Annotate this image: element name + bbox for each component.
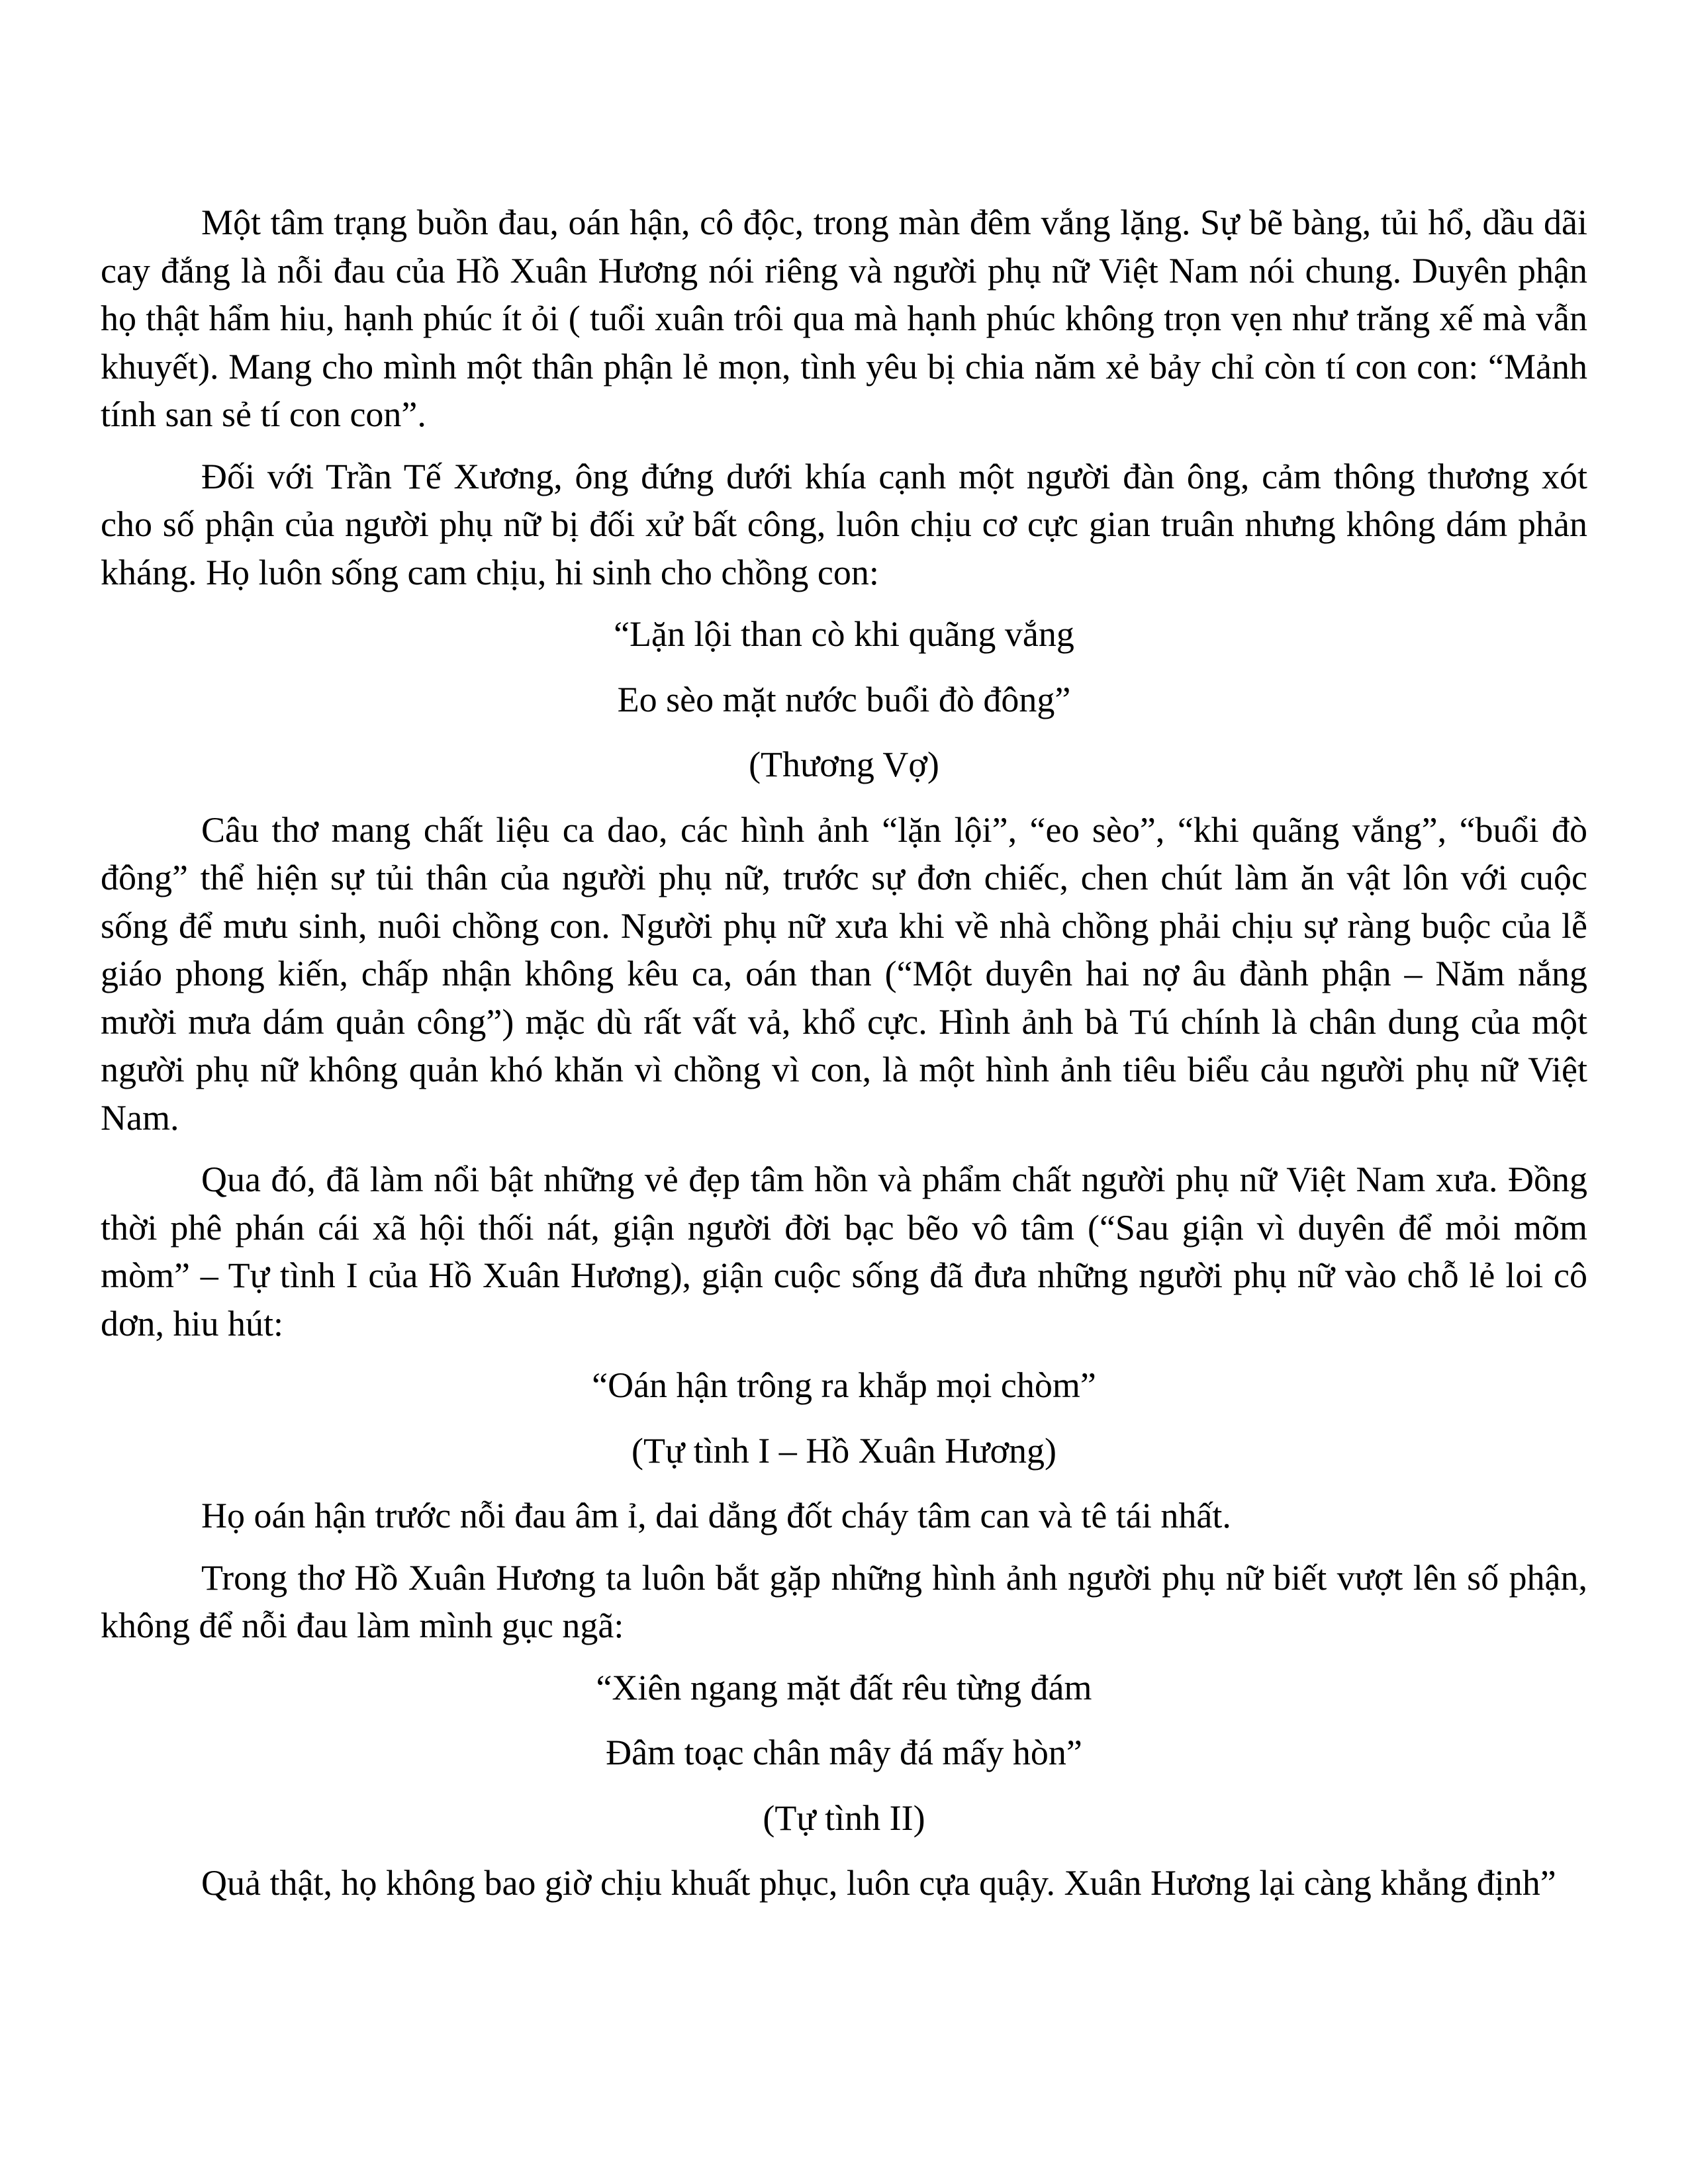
document-body [101, 199, 1587, 1921]
verse-line: “Xiên ngang mặt đất rêu từng đám [596, 1667, 1092, 1707]
verse-citation: (Tự tình I – Hồ Xuân Hương) [632, 1430, 1056, 1471]
paragraph: Đối với Trần Tế Xương, ông đứng dưới khía cạnh một người đàn ông, cảm thông thương xót cho số phận của người phụ nữ bị đối xử bất công, luôn chịu cơ cực gian truân nhưng không dám phản kháng. Họ luôn sống cam chịu, hi sinh cho chồng con: [101, 456, 1587, 592]
paragraph: Qua đó, đã làm nổi bật những vẻ đẹp tâm hồn và phẩm chất người phụ nữ Việt Nam xưa. Đồng thời phê phán cái xã hội thối nát, giận người đời bạc bẽo vô tâm (“Sau giận vì duyên để mỏi mõm mòm” – Tự tình I của Hồ Xuân Hương), giận cuộc sống đã đưa những người phụ nữ vào chỗ lẻ loi cô dơn, hiu hút: [101, 1160, 1587, 1343]
verse-line: Đâm toạc chân mây đá mấy hòn” [606, 1733, 1082, 1772]
paragraph: Câu thơ mang chất liệu ca dao, các hình ảnh “lặn lội”, “eo sèo”, “khi quãng vắng”, “buổi đò đông” thể hiện sự tủi thân của người phụ nữ, trước sự đơn chiếc, chen chút làm ăn vật lôn với cuộc sống để mưu sinh, nuôi chồng con. Người phụ nữ xưa khi về nhà chồng phải chịu sự ràng buộc của lễ giáo phong kiến, chấp nhận không kêu ca, oán than (“Một duyên hai nợ âu đành phận – Năm nắng mười mưa dám quản công”) mặc dù rất vất vả, khổ cực. Hình ảnh bà Tú chính là chân dung của một người phụ nữ không quản khó khăn vì chồng vì con, là một hình ảnh tiêu biểu cảu người phụ nữ Việt Nam. [101, 809, 1587, 1138]
paragraph: Một tâm trạng buồn đau, oán hận, cô độc, trong màn đêm vắng lặng. Sự bẽ bàng, tủi hổ, dầu dãi cay đắng là nỗi đau của Hồ Xuân Hương nói riêng và người phụ nữ Việt Nam nói chung. Duyên phận họ thật hẩm hiu, hạnh phúc ít ỏi ( tuổi xuân trôi qua mà hạnh phúc không trọn vẹn như trăng xế mà vẫn khuyết). Mang cho mình một thân phận lẻ mọn, tình yêu bị chia năm xẻ bảy chỉ còn tí con con: “Mảnh tính san sẻ tí con con”. [101, 203, 1587, 434]
paragraph: Quả thật, họ không bao giờ chịu khuất phục, luôn cựa quậy. Xuân Hương lại càng khẳng định” [201, 1863, 1556, 1903]
verse-citation: (Thương Vợ) [749, 745, 939, 784]
paragraph: Trong thơ Hồ Xuân Hương ta luôn bắt gặp những hình ảnh người phụ nữ biết vượt lên số phận, không để nỗi đau làm mình gục ngã: [101, 1557, 1587, 1645]
verse-line: Eo sèo mặt nước buổi đò đông” [617, 679, 1071, 719]
verse-citation: (Tự tình II) [763, 1797, 925, 1838]
paragraph: Họ oán hận trước nỗi đau âm ỉ, dai dẳng đốt cháy tâm can và tê tái nhất. [201, 1496, 1231, 1535]
verse-line: “Lặn lội than cò khi quãng vắng [614, 614, 1074, 654]
verse-line: “Oán hận trông ra khắp mọi chòm” [592, 1365, 1096, 1405]
